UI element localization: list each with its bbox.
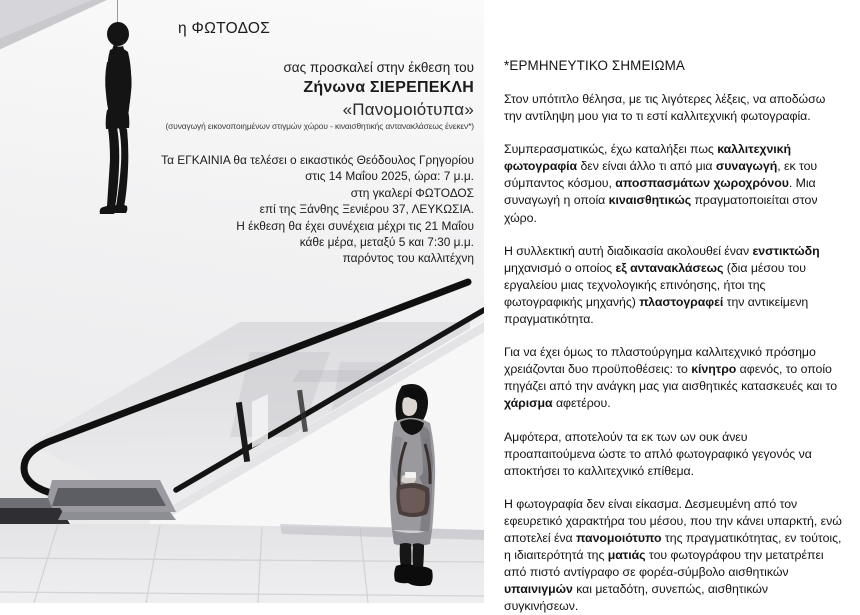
note-text-run: (δια μέσου του εργαλείου μιας τεχνολογικής επινόησης, ήτοι της φωτογραφικής μηχανής) [504,260,806,309]
detail-line: κάθε μέρα, μεταξύ 5 και 7:30 μ.μ. [299,235,474,250]
emphasis-term: χάρισμα [504,396,553,411]
note-text-run: της πραγματικότητας, εν τούτοις, η ιδιαιτερότητά της [504,530,842,563]
note-text-run: αφετέρου. [552,396,611,411]
emphasis-term: κίνητρο [691,362,737,377]
emphasis-term: συναγωγή [715,159,778,174]
note-heading: *ΕΡΜΗΝΕΥΤΙΚΟ ΣΗΜΕΙΩΜΑ [504,58,685,73]
detail-line: στη γκαλερί ΦΩΤΟΔΟΣ [350,185,474,200]
invites-line: σας προσκαλεί στην έκθεση του [283,60,474,75]
note-text-run: δεν είναι άλλο τι από μια [577,159,716,174]
note-paragraph [504,243,842,328]
note-paragraph [504,496,842,615]
gallery-name: η ΦΩΤΟΔΟΣ [178,20,271,37]
note-paragraphs [504,91,842,615]
interpretive-note-panel [484,0,860,614]
note-paragraph [504,91,842,125]
exhibition-details [161,152,474,267]
emphasis-term: καλλιτεχνική φωτογραφία [504,142,791,174]
note-text-run: Αμφότερα, αποτελούν τα εκ των ων ουκ άνευ προαπαιτούμενα ώστε το απλό φωτογραφικό γεγονός να αποκτήσει το καλλιτεχνικό επίθεμα. [504,429,812,478]
emphasis-term: υπαινιγμών [504,582,573,597]
note-text-run: αφενός, το οποίο πηγάζει από την ανάγκη μας για αισθητικές κατασκευές και το [504,362,838,394]
artist-name: Ζήνωνα ΣΙΕΡΕΠΕΚΛΗ [303,79,474,96]
emphasis-term: πλαστογραφεί [639,294,724,309]
emphasis-term: πανομοιότυπο [575,530,662,545]
note-content [504,58,842,615]
emphasis-term: εξ αντανακλάσεως [615,260,724,275]
note-paragraph [504,344,842,412]
note-text-run: πραγματοποιείται στον χώρο. [504,193,818,225]
note-text-run: . Μια συναγωγή η οποία [504,176,816,208]
exhibition-title: «Πανομοιότυπα» [342,100,474,119]
note-text-run: Συμπερασματικώς, έχω καταλήξει πως [504,142,718,157]
note-text-run: του φωτογράφου την μετατρέπει από πιστό αντίγραφο σε φορέα-σύμβολο αισθητικών [504,548,824,580]
note-text-run: Η συλλεκτική αυτή διαδικασία ακολουθεί έναν [504,243,753,258]
detail-line: Τα ΕΓΚΑΙΝΙΑ θα τελέσει ο εικαστικός Θεόδουλος Γρηγορίου [161,153,474,167]
detail-line: επί της Ξάνθης Ξενιέρου 37, ΛΕΥΚΩΣΙΑ. [259,202,474,217]
note-text-run: , εκ του σύμπαντος κόσμου, [504,159,818,191]
note-text-run: Η φωτογραφία δεν είναι είκασμα. Δεσμευμένη από τον εφευρετικό χαρακτήρα του μέσου, που την κάνει υπαρκτή, ενώ αποτελεί ένα [504,496,842,545]
note-paragraph [504,429,842,480]
note-text-run: Για να έχει όμως το πλαστούργημα καλλιτεχνικό πρόσημο χρειάζονται δυο προϋποθέσεις: το [504,345,816,377]
detail-line: Η έκθεση θα έχει συνέχεια μέχρι τις 21 Μαΐου [236,218,474,233]
exhibition-subtitle: (συναγωγή εικονοποιημένων στιγμών χώρου - κιναισθητικής αντανακλάσεως ένεκεν*) [165,121,474,131]
note-text-run: την αντικείμενη πραγματικότητα. [504,294,809,327]
note-text-run: Στον υπότιτλο θέλησα, με τις λιγότερες λέξεις, να αποδώσω την αντίληψη μου για το τι εστί καλλιτεχνική φωτογραφία. [504,92,826,124]
detail-line: στις 14 Μαΐου 2025, ώρα: 7 μ.μ. [305,169,474,184]
detail-line: παρόντος του καλλιτέχνη [342,251,474,266]
emphasis-term: ματιάς [607,548,646,563]
note-paragraph [504,141,842,226]
emphasis-term: αποσπασμάτων χωροχρόνου [615,176,789,191]
emphasis-term: κιναισθητικώς [608,193,692,208]
note-text-run: μηχανισμό ο οποίος [504,260,616,275]
emphasis-term: ενστικτώδη [752,243,820,258]
note-text-run: και μεταδότη, συνεπώς, αισθητικών συγκινήσεων. [504,582,769,614]
